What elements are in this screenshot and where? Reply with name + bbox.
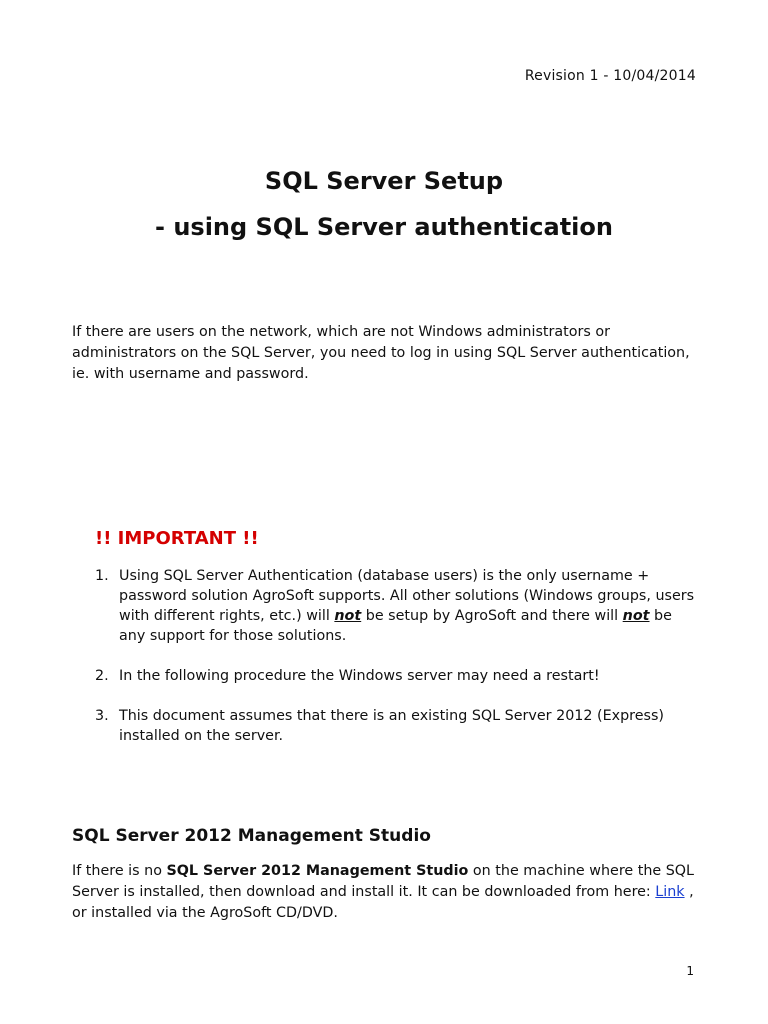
section-text: , or installed via the AgroSoft CD/DVD. xyxy=(72,884,694,921)
list-item xyxy=(95,706,695,746)
important-list xyxy=(95,566,695,766)
list-item xyxy=(95,666,695,686)
page-title: SQL Server Setup xyxy=(264,167,504,195)
list-text-part: be any support for those solutions. xyxy=(119,608,672,644)
intro-paragraph: If there are users on the network, which are not Windows administrators or administrators on the SQL Server, you need to log in using SQL Server authentication, ie. with username and password. xyxy=(72,324,690,382)
section-heading: SQL Server 2012 Management Studio xyxy=(72,826,431,846)
section-text: If there is no xyxy=(72,863,167,879)
download-link[interactable]: Link xyxy=(655,884,685,900)
list-text: This document assumes that there is an existing SQL Server 2012 (Express) installed on the server. xyxy=(119,708,665,744)
list-text-part: Using SQL Server Authentication (database users) is the only username + password solution AgroSoft supports. All other solutions (Windows groups, users with different rights, etc.) will xyxy=(119,568,695,624)
important-heading: !! IMPORTANT !! xyxy=(95,528,259,549)
section-bold-text: SQL Server 2012 Management Studio xyxy=(166,863,469,879)
list-text xyxy=(119,566,695,646)
revision-label: Revision 1 - 10/04/2014 xyxy=(524,68,696,84)
emphasis-not: not xyxy=(334,608,362,624)
page-subtitle: - using SQL Server authentication xyxy=(155,213,613,241)
list-text-part: be setup by AgroSoft and there will xyxy=(361,608,623,624)
list-number: 2. xyxy=(95,668,109,684)
section-text: on the machine where the SQL Server is installed, then download and install it. It can be downloaded from here: xyxy=(72,863,695,900)
emphasis-not: not xyxy=(622,608,650,624)
page-number: 1 xyxy=(686,964,694,978)
list-item xyxy=(95,566,695,646)
list-text: In the following procedure the Windows server may need a restart! xyxy=(119,668,600,684)
list-number: 3. xyxy=(95,708,109,724)
list-number: 1. xyxy=(95,568,109,584)
section-paragraph xyxy=(72,861,702,924)
